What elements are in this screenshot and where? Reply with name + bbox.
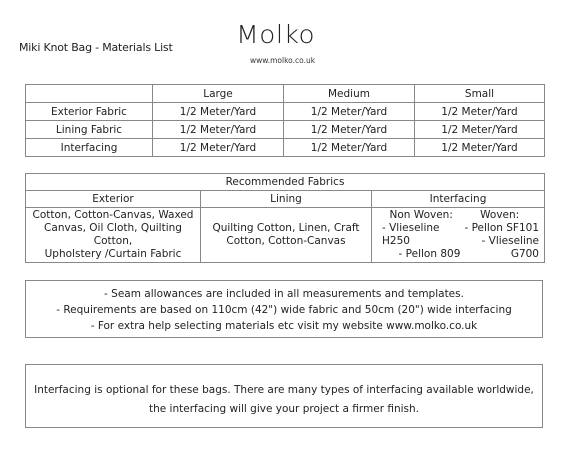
exterior-fabrics-cell	[26, 208, 201, 263]
note-line: Interfacing is optional for these bags. There are many types of interfacing available worldwide,	[34, 384, 534, 396]
table-cell: 1/2 Meter/Yard	[153, 121, 284, 139]
brand-website: www.molko.co.uk	[250, 56, 316, 65]
woven-title: Woven:	[480, 209, 520, 221]
table-header-cell: Medium	[284, 85, 415, 103]
table-header-cell: Lining	[201, 191, 372, 208]
interfacing-note-box	[25, 364, 543, 428]
list-item: - Pellon 809	[398, 248, 461, 260]
note-line: - For extra help selecting materials etc visit my website www.molko.co.uk	[90, 320, 478, 332]
list-item: - Vlieseline H250	[382, 222, 440, 247]
note-line: the interfacing will give your project a firmer finish.	[148, 403, 420, 415]
row-label: Exterior Fabric	[26, 103, 153, 121]
recommended-fabrics-table	[25, 173, 545, 263]
table-cell: 1/2 Meter/Yard	[415, 139, 545, 157]
note-line: - Seam allowances are included in all measurements and templates.	[104, 288, 464, 300]
lining-fabrics-cell	[201, 208, 372, 263]
non-woven-list	[382, 209, 460, 261]
table-cell: 1/2 Meter/Yard	[415, 121, 545, 139]
document-title: Miki Knot Bag - Materials List	[19, 41, 173, 54]
table-header-row	[26, 191, 545, 208]
table-header-cell: Interfacing	[372, 191, 545, 208]
fabric-line: Cotton, Cotton-Canvas, Waxed	[32, 209, 194, 221]
non-woven-title: Non Woven:	[389, 209, 453, 221]
table-cell: 1/2 Meter/Yard	[153, 139, 284, 157]
table-cell: 1/2 Meter/Yard	[284, 103, 415, 121]
table-title: Recommended Fabrics	[26, 174, 545, 191]
table-row	[26, 103, 545, 121]
notes-box	[25, 280, 543, 338]
table-header-cell	[26, 85, 153, 103]
table-cell: 1/2 Meter/Yard	[153, 103, 284, 121]
row-label: Interfacing	[26, 139, 153, 157]
table-header-cell: Small	[415, 85, 545, 103]
table-header-cell: Large	[153, 85, 284, 103]
table-title-row	[26, 174, 545, 191]
list-item: - Pellon SF101	[464, 222, 539, 234]
table-row	[26, 121, 545, 139]
materials-table	[25, 84, 545, 157]
list-item: - Vlieseline G700	[481, 235, 539, 260]
table-cell: 1/2 Meter/Yard	[284, 121, 415, 139]
table-row	[26, 139, 545, 157]
row-label: Lining Fabric	[26, 121, 153, 139]
table-header-row	[26, 85, 545, 103]
fabric-line: Quilting Cotton, Linen, Craft	[212, 222, 360, 234]
table-header-cell: Exterior	[26, 191, 201, 208]
fabric-line: Canvas, Oil Cloth, Quilting Cotton,	[44, 222, 182, 247]
interfacing-cell	[372, 208, 545, 263]
table-cell: 1/2 Meter/Yard	[415, 103, 545, 121]
fabric-line: Upholstery /Curtain Fabric	[44, 248, 182, 260]
note-line: - Requirements are based on 110cm (42") wide fabric and 50cm (20") wide interfacing	[56, 304, 512, 316]
table-row	[26, 208, 545, 263]
fabric-line: Cotton, Cotton-Canvas	[226, 235, 346, 247]
table-cell: 1/2 Meter/Yard	[284, 139, 415, 157]
brand-logo: Molko	[236, 20, 316, 49]
woven-list	[460, 209, 539, 261]
